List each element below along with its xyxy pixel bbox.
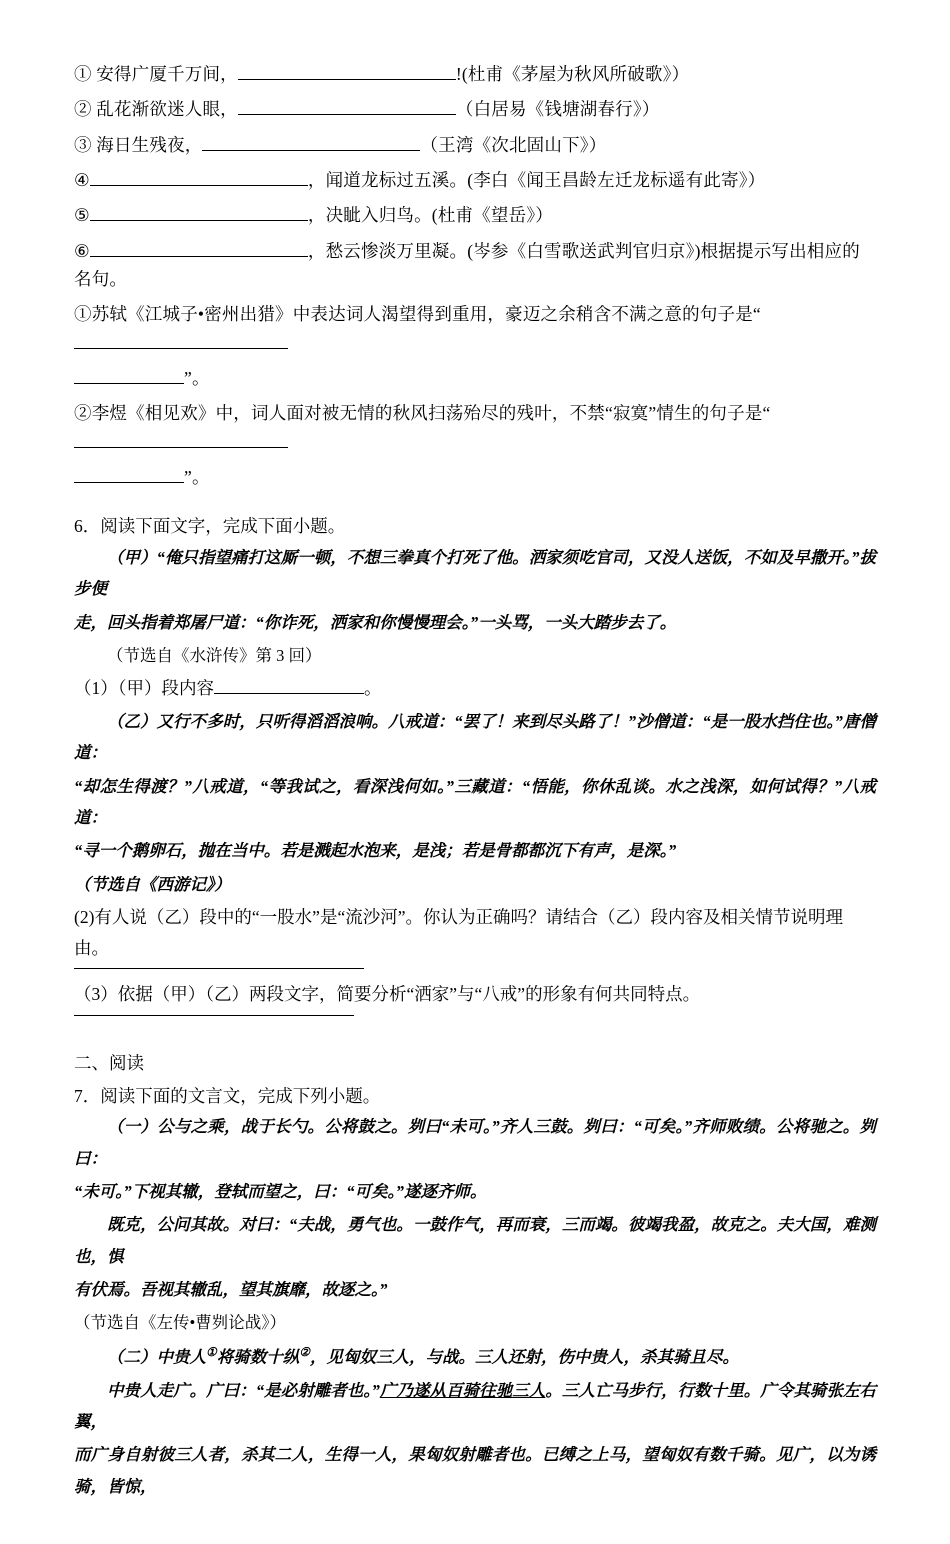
answer-blank[interactable] bbox=[90, 185, 308, 186]
poetry-prefix: ③ 海日生残夜， bbox=[74, 134, 203, 155]
poetry-suffix: !(杜甫《茅屋为秋风所破歌》） bbox=[455, 64, 690, 84]
quote-question bbox=[74, 300, 876, 357]
quote-question-section bbox=[74, 300, 876, 491]
classical-text-1-line1: （一）公与之乘，战于长勺。公将鼓之。刿曰“未可。”齐人三鼓。刿曰：“可矣。”齐师败绩。公将驰之。刿曰： bbox=[74, 1117, 876, 1168]
poetry-suffix: ，闻道龙标过五溪。(李白《闻王昌龄左迁龙标遥有此寄》） bbox=[307, 170, 766, 191]
classical-text-1-source: （节选自《左传•曹刿论战》） bbox=[74, 1313, 287, 1333]
passage-yi-line3: “寻一个鹅卵石，抛在当中。若是溅起水泡来，是浅；若是骨都都沉下有声，是深。” bbox=[74, 841, 677, 861]
poetry-item bbox=[74, 95, 876, 123]
poetry-item bbox=[74, 60, 876, 88]
poetry-item bbox=[74, 166, 876, 194]
answer-line[interactable] bbox=[74, 1014, 354, 1016]
poetry-suffix: （王湾《次北固山下》） bbox=[420, 134, 607, 155]
passage-yi-source: （节选自《西游记》） bbox=[74, 874, 231, 894]
answer-blank[interactable] bbox=[74, 447, 288, 448]
answer-blank[interactable] bbox=[238, 114, 456, 115]
poetry-item bbox=[74, 201, 876, 229]
text-part-b: 将骑数十纵 bbox=[216, 1347, 300, 1367]
poetry-prefix: ② 乱花渐欲迷人眼， bbox=[74, 99, 238, 120]
text-part-c: ，见匈奴三人，与战。三人还射，伤中贵人，杀其骑且尽。 bbox=[310, 1347, 740, 1367]
quote-question-continued bbox=[74, 463, 876, 491]
poetry-prefix: ⑥ bbox=[74, 240, 90, 261]
section-2 bbox=[74, 1049, 876, 1502]
poetry-item bbox=[74, 237, 876, 294]
classical-text-2-line1 bbox=[74, 1341, 876, 1373]
answer-blank[interactable] bbox=[74, 383, 184, 384]
poetry-prefix: ⑤ bbox=[74, 205, 90, 226]
passage-yi-line2: “却怎生得渡？”八戒道，“等我试之，看深浅何如。”三藏道：“悟能，你休乱谈。水之浅深，如何试得？”八戒道： bbox=[74, 776, 876, 828]
answer-blank[interactable] bbox=[74, 482, 184, 483]
question-6-sub3: （3）依据（甲）（乙）两段文字，简要分析“洒家”与“八戒”的形象有何共同特点。 bbox=[74, 984, 701, 1005]
sub1-suffix: 。 bbox=[364, 678, 382, 699]
answer-blank[interactable] bbox=[202, 150, 420, 151]
question-6-sub2: (2)有人说（乙）段中的“一股水”是“流沙河”。你认为正确吗？请结合（乙）段内容及相关情节说明理由。 bbox=[74, 907, 843, 958]
question-7-stem: 7．阅读下面的文言文，完成下列小题。 bbox=[74, 1085, 381, 1106]
section-2-title: 二、阅读 bbox=[74, 1053, 144, 1074]
quote-question-tail: ”。 bbox=[184, 467, 210, 488]
poetry-prefix: ④ bbox=[74, 170, 90, 191]
passage-jia-line2: 走，回头指着郑屠尸道：“你诈死，洒家和你慢慢理会。”一头骂，一头大踏步去了。 bbox=[74, 612, 677, 632]
quote-question-tail: ”。 bbox=[184, 368, 210, 389]
classical-text-2-line3: 而广身自射彼三人者，杀其二人，生得一人，果匈奴射雕者也。已缚之上马，望匈奴有数千骑。见广，以为诱骑，皆惊， bbox=[74, 1445, 876, 1496]
answer-blank[interactable] bbox=[214, 693, 364, 694]
poetry-suffix: （白居易《钱塘湖春行》） bbox=[455, 99, 660, 120]
answer-blank[interactable] bbox=[74, 348, 288, 349]
quote-question-text: ①苏轼《江城子•密州出猎》中表达词人渴望得到重用，豪迈之余稍含不满之意的句子是“ bbox=[74, 304, 761, 325]
answer-blank[interactable] bbox=[90, 256, 308, 257]
poetry-fill-section bbox=[74, 60, 876, 293]
passage-yi-line1: （乙）又行不多时，只听得滔滔浪响。八戒道：“罢了！来到尽头路了！”沙僧道：“是一股水挡住也。”唐僧道： bbox=[74, 712, 876, 763]
classical-text-1-line4: 有伏焉。吾视其辙乱，望其旗靡，故逐之。” bbox=[74, 1280, 388, 1300]
quote-question bbox=[74, 399, 876, 456]
underlined-sentence: 广乃遂从百骑往驰三人 bbox=[379, 1380, 546, 1400]
classical-text-2-line2 bbox=[74, 1375, 876, 1438]
quote-question-continued bbox=[74, 364, 876, 392]
text-part-a: （二）中贵人 bbox=[107, 1347, 206, 1367]
answer-line[interactable] bbox=[74, 967, 364, 969]
passage-jia-source: （节选自《水浒传》第 3 回） bbox=[107, 646, 322, 666]
sub1-prefix: （1）（甲）段内容 bbox=[74, 678, 214, 699]
text-part-b: 。三人亡马步行，行数十里。广令其骑张左右翼， bbox=[74, 1380, 877, 1431]
classical-text-1-line2: “未可。”下视其辙，登轼而望之，曰：“可矣。”遂逐齐师。 bbox=[74, 1182, 487, 1202]
question-6-sub1 bbox=[74, 673, 876, 704]
question-6-stem: 6．阅读下面文字，完成下面小题。 bbox=[74, 516, 346, 537]
quote-question-text: ②李煜《相见欢》中，词人面对被无情的秋风扫荡殆尽的残叶，不禁“寂寞”情生的句子是“ bbox=[74, 403, 771, 424]
poetry-prefix: ① 安得广厦千万间， bbox=[74, 64, 238, 84]
poetry-suffix: ，愁云惨淡万里凝。(岑参《白雪歌送武判官归京》)根据提示写出相应的名句。 bbox=[74, 240, 860, 290]
footnote-marker-1: ① bbox=[206, 1344, 217, 1359]
footnote-marker-2: ② bbox=[299, 1344, 311, 1359]
question-6 bbox=[74, 511, 876, 1016]
answer-blank[interactable] bbox=[238, 79, 456, 80]
answer-blank[interactable] bbox=[90, 220, 308, 221]
poetry-item bbox=[74, 131, 876, 159]
text-part-a: 中贵人走广。广曰：“是必射雕者也。” bbox=[107, 1380, 380, 1400]
classical-text-1-line3: 既克，公问其故。对曰：“夫战，勇气也。一鼓作气，再而衰，三而竭。彼竭我盈，故克之。夫大国，难测也，惧 bbox=[74, 1215, 876, 1266]
passage-jia-line1: （甲）“俺只指望痛打这厮一顿，不想三拳真个打死了他。洒家须吃官司，又没人送饭，不如及早撒开。”拔步便 bbox=[74, 548, 876, 599]
poetry-suffix: ，决眦入归鸟。(杜甫《望岳》） bbox=[307, 205, 553, 226]
